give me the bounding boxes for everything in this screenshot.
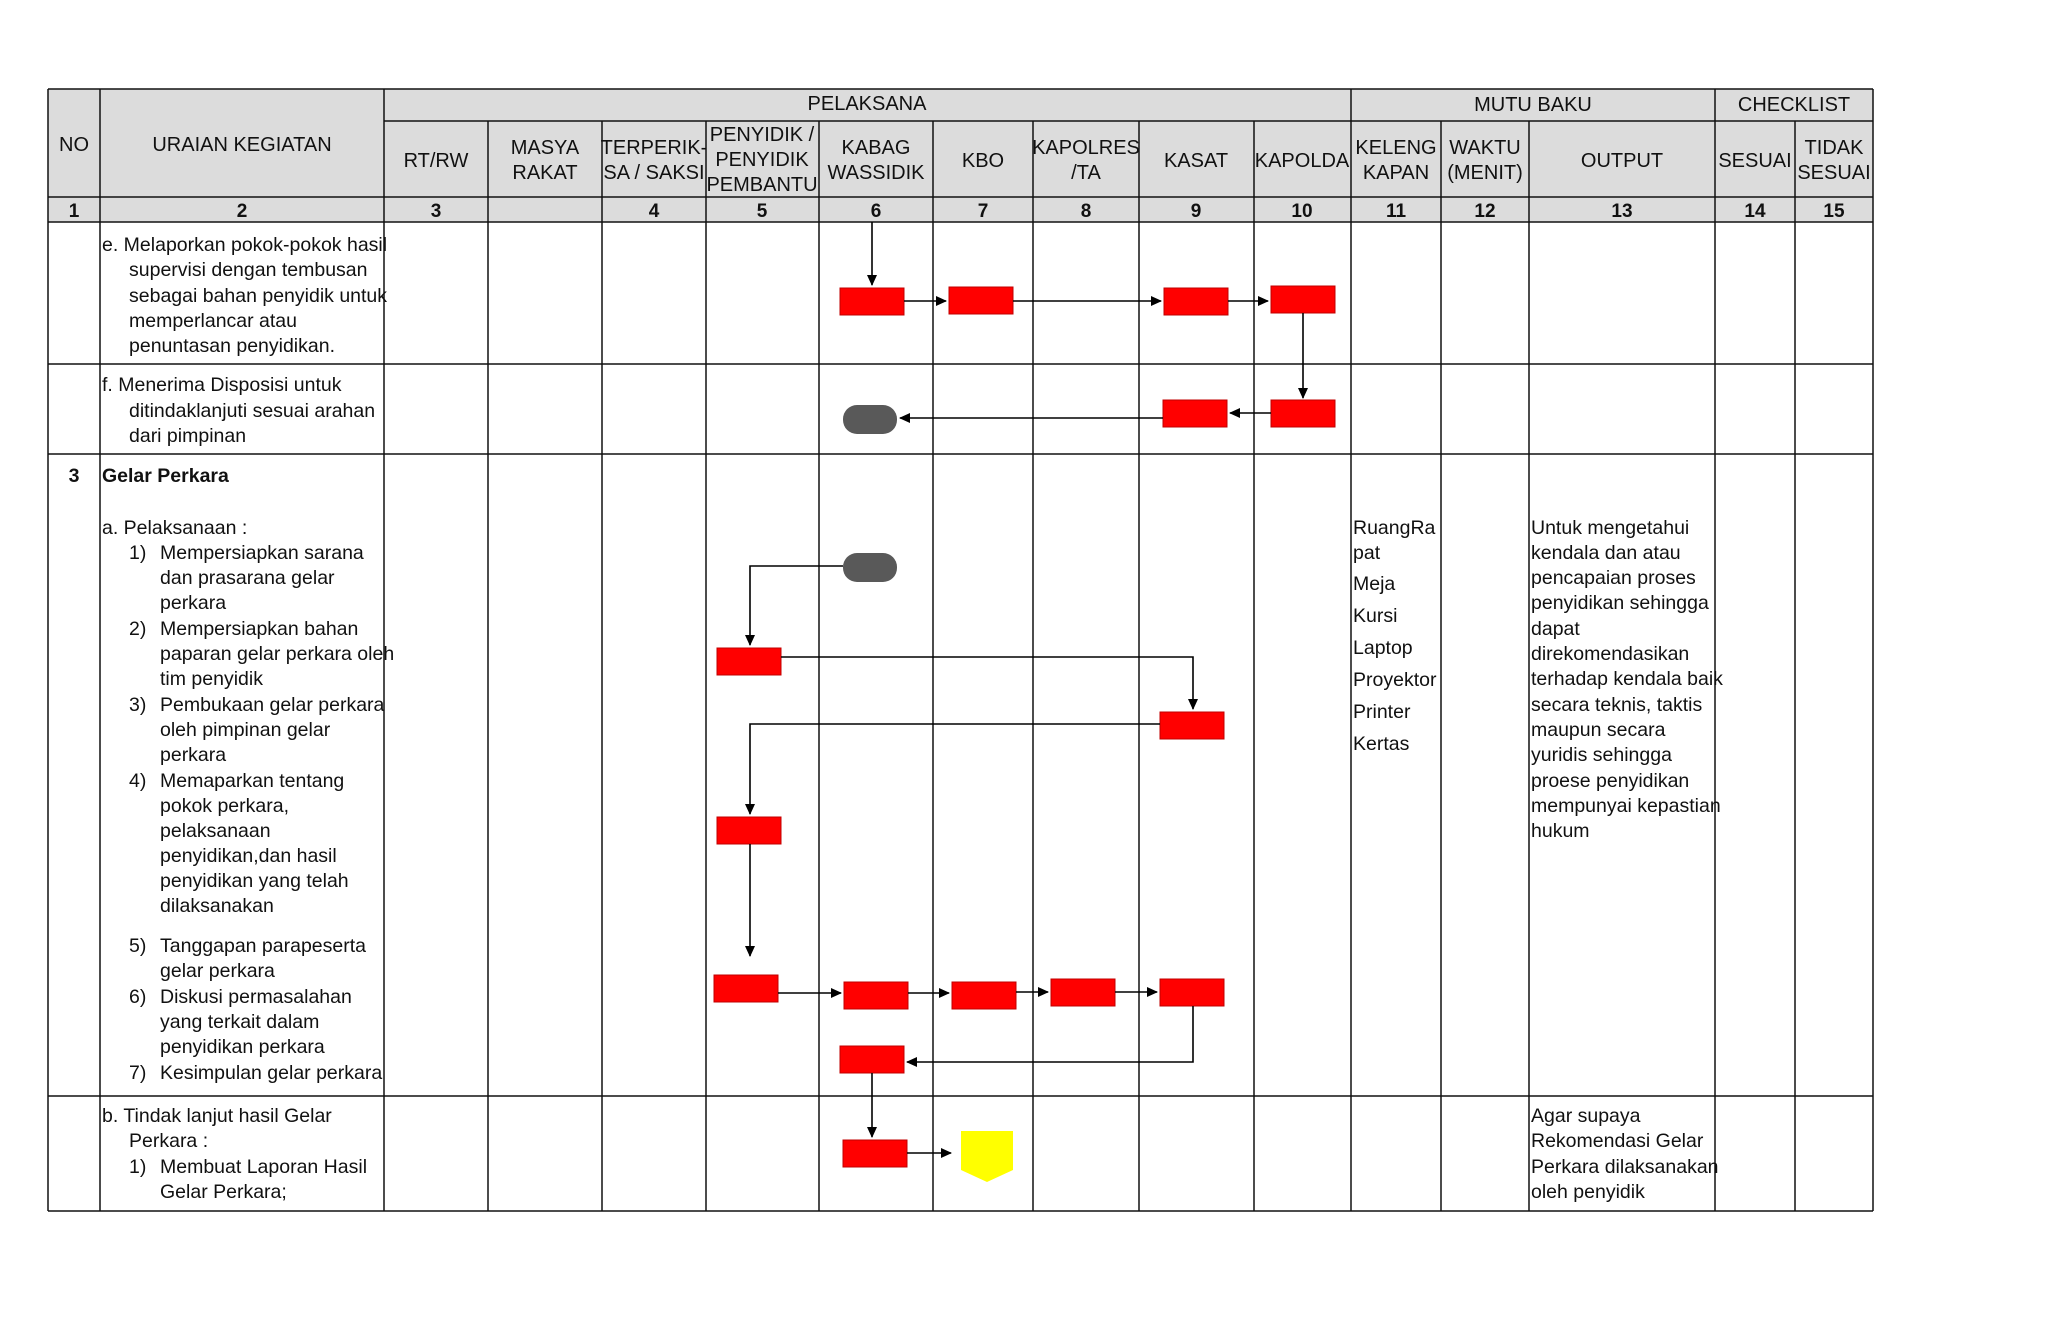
row-e-line: sebagai bahan penyidik untuk [129, 285, 388, 307]
process-box [1160, 712, 1224, 739]
col-number: 3 [430, 201, 442, 222]
output-line: Untuk mengetahui [1531, 517, 1690, 539]
process-box [714, 975, 778, 1002]
header-uraian: URAIAN KEGIATAN [152, 134, 332, 156]
kelengkapan-list [1353, 517, 1437, 755]
header-no: NO [59, 134, 89, 156]
process-box [840, 1046, 904, 1073]
col-number: 11 [1385, 201, 1407, 222]
step-number: 7) [129, 1062, 147, 1084]
col-masyarakat-1: MASYA [510, 137, 580, 159]
output-line: terhadap kendala baik [1531, 668, 1723, 690]
step-line: Memaparkan tentang [160, 770, 345, 792]
process-box [952, 982, 1016, 1009]
subsection-b-label: Perkara : [129, 1130, 209, 1152]
process-box [717, 817, 781, 844]
process-box [843, 1140, 907, 1167]
step-line: Membuat Laporan Hasil [160, 1156, 368, 1178]
col-sesuai: SESUAI [1718, 150, 1792, 172]
step-number: 1) [129, 1156, 147, 1178]
section-title: Gelar Perkara [102, 465, 229, 487]
col-waktu-1: WAKTU [1449, 137, 1521, 159]
step-number: 6) [129, 986, 147, 1008]
output-line: Perkara dilaksanakan [1531, 1156, 1719, 1178]
step-line: Mempersiapkan sarana [160, 542, 364, 564]
kelengkapan-item: Laptop [1353, 637, 1413, 659]
row-e-line: e. Melaporkan pokok-pokok hasil [102, 234, 388, 256]
step-number: 4) [129, 770, 147, 792]
col-kbo: KBO [961, 150, 1005, 172]
output-line: oleh penyidik [1531, 1181, 1645, 1203]
step-line: yang terkait dalam [160, 1011, 320, 1033]
col-penyidik-1: PENYIDIK / [709, 124, 815, 146]
step-line: dan prasarana gelar [160, 567, 335, 589]
kelengkapan-item: RuangRa [1353, 517, 1436, 539]
col-kabag-1: KABAG [841, 137, 911, 159]
col-number: 12 [1474, 201, 1496, 222]
output-line: direkomendasikan [1531, 643, 1690, 665]
row-e-line: penuntasan penyidikan. [129, 335, 335, 357]
output-line: mempunyai kepastian [1531, 795, 1721, 817]
header-pelaksana: PELAKSANA [807, 93, 927, 115]
col-masyarakat-2: RAKAT [512, 162, 578, 184]
step-line: dilaksanakan [160, 895, 274, 917]
col-rtrw: RT/RW [403, 150, 469, 172]
header-mutu-baku: MUTU BAKU [1474, 94, 1592, 116]
step-line: penyidikan,dan hasil [160, 845, 337, 867]
col-number: 9 [1190, 201, 1202, 222]
step-line: penyidikan yang telah [160, 870, 349, 892]
process-box [840, 288, 904, 315]
col-number: 2 [236, 201, 248, 222]
row-f-line: ditindaklanjuti sesuai arahan [129, 400, 376, 422]
row-f-line: dari pimpinan [129, 425, 247, 447]
step-line: Tanggapan parapeserta [160, 935, 366, 957]
terminator-shape [843, 553, 897, 582]
step-line: pelaksanaan [160, 820, 271, 842]
output-line: dapat [1531, 618, 1580, 640]
step-line: gelar perkara [160, 960, 275, 982]
output-line: penyidikan sehingga [1531, 592, 1709, 614]
col-number: 4 [648, 201, 660, 222]
col-number: 13 [1611, 201, 1633, 222]
column-number-row [48, 197, 1873, 222]
step-line: oleh pimpinan gelar [160, 719, 331, 741]
kelengkapan-item: Proyektor [1353, 669, 1437, 691]
process-box [1051, 979, 1115, 1006]
step-line: Pembukaan gelar perkara [160, 694, 385, 716]
process-box [1271, 286, 1335, 313]
offpage-connector-shape [961, 1131, 1013, 1182]
col-number: 14 [1744, 201, 1766, 222]
output-line: Rekomendasi Gelar [1531, 1130, 1704, 1152]
step-number: 5) [129, 935, 147, 957]
row-e-line: memperlancar atau [129, 310, 297, 332]
col-number: 6 [870, 201, 882, 222]
kelengkapan-item: Meja [1353, 573, 1396, 595]
row-e-line: supervisi dengan tembusan [129, 259, 368, 281]
step-line: perkara [160, 592, 227, 614]
output-line: maupun secara [1531, 719, 1666, 741]
step-number: 1) [129, 542, 147, 564]
col-number: 10 [1291, 201, 1313, 222]
process-box [1163, 400, 1227, 427]
output-line: proese penyidikan [1531, 770, 1690, 792]
row-f-line: f. Menerima Disposisi untuk [102, 374, 342, 396]
process-box [1164, 288, 1228, 315]
step-line: Mempersiapkan bahan [160, 618, 359, 640]
col-tidak-sesuai-1: TIDAK [1804, 137, 1864, 159]
col-terperiksa-2: SA / SAKSI [603, 162, 705, 184]
output-line: secara teknis, taktis [1531, 694, 1703, 716]
col-output: OUTPUT [1580, 150, 1664, 172]
output-line: yuridis sehingga [1531, 744, 1672, 766]
kelengkapan-item: pat [1353, 542, 1381, 564]
col-kelengkapan-1: KELENG [1355, 137, 1437, 159]
process-box [949, 287, 1013, 314]
process-box [1271, 400, 1335, 427]
col-kapolres-2: /TA [1071, 162, 1101, 184]
kelengkapan-item: Kertas [1353, 733, 1410, 755]
col-kasat: KASAT [1163, 150, 1229, 172]
col-number: 1 [68, 201, 80, 222]
section-number: 3 [68, 465, 80, 487]
col-number: 8 [1080, 201, 1092, 222]
flow-arrow [781, 657, 1193, 709]
output-line: pencapaian proses [1531, 567, 1696, 589]
step-line: tim penyidik [160, 668, 263, 690]
step-line: pokok perkara, [160, 795, 289, 817]
output-text [1531, 517, 1723, 842]
col-penyidik-2: PENYIDIK [715, 149, 809, 171]
col-number: 7 [977, 201, 989, 222]
col-kelengkapan-2: KAPAN [1362, 162, 1430, 184]
process-box [717, 648, 781, 675]
step-number: 3) [129, 694, 147, 716]
output-line: hukum [1531, 820, 1590, 842]
flow-arrow [750, 566, 843, 645]
header-checklist: CHECKLIST [1737, 94, 1851, 116]
step-line: perkara [160, 744, 227, 766]
flowchart [714, 222, 1335, 1182]
kelengkapan-item: Printer [1353, 701, 1411, 723]
col-number: 5 [756, 201, 768, 222]
col-tidak-sesuai-2: SESUAI [1797, 162, 1871, 184]
col-kapolda: KAPOLDA [1254, 150, 1350, 172]
subsection-b-label: b. Tindak lanjut hasil Gelar [102, 1105, 332, 1127]
step-line: Gelar Perkara; [160, 1181, 287, 1203]
col-kabag-2: WASSIDIK [827, 162, 925, 184]
col-waktu-2: (MENIT) [1447, 162, 1523, 184]
process-box [1160, 979, 1224, 1006]
flow-arrow [907, 1006, 1193, 1062]
output-line: Agar supaya [1531, 1105, 1641, 1127]
process-box [844, 982, 908, 1009]
terminator-shape [843, 405, 897, 434]
kelengkapan-item: Kursi [1353, 605, 1398, 627]
step-line: paparan gelar perkara oleh [160, 643, 395, 665]
col-penyidik-3: PEMBANTU [706, 174, 818, 196]
output-line: kendala dan atau [1531, 542, 1681, 564]
col-number: 15 [1823, 201, 1845, 222]
flow-arrow [750, 724, 1160, 814]
step-line: Kesimpulan gelar perkara [160, 1062, 383, 1084]
step-line: penyidikan perkara [160, 1036, 325, 1058]
col-terperiksa-1: TERPERIK- [600, 137, 708, 159]
col-kapolres-1: KAPOLRES [1032, 137, 1140, 159]
subsection-a-label: a. Pelaksanaan : [102, 517, 248, 539]
step-line: Diskusi permasalahan [160, 986, 352, 1008]
step-number: 2) [129, 618, 147, 640]
procedure-steps [129, 542, 394, 1084]
